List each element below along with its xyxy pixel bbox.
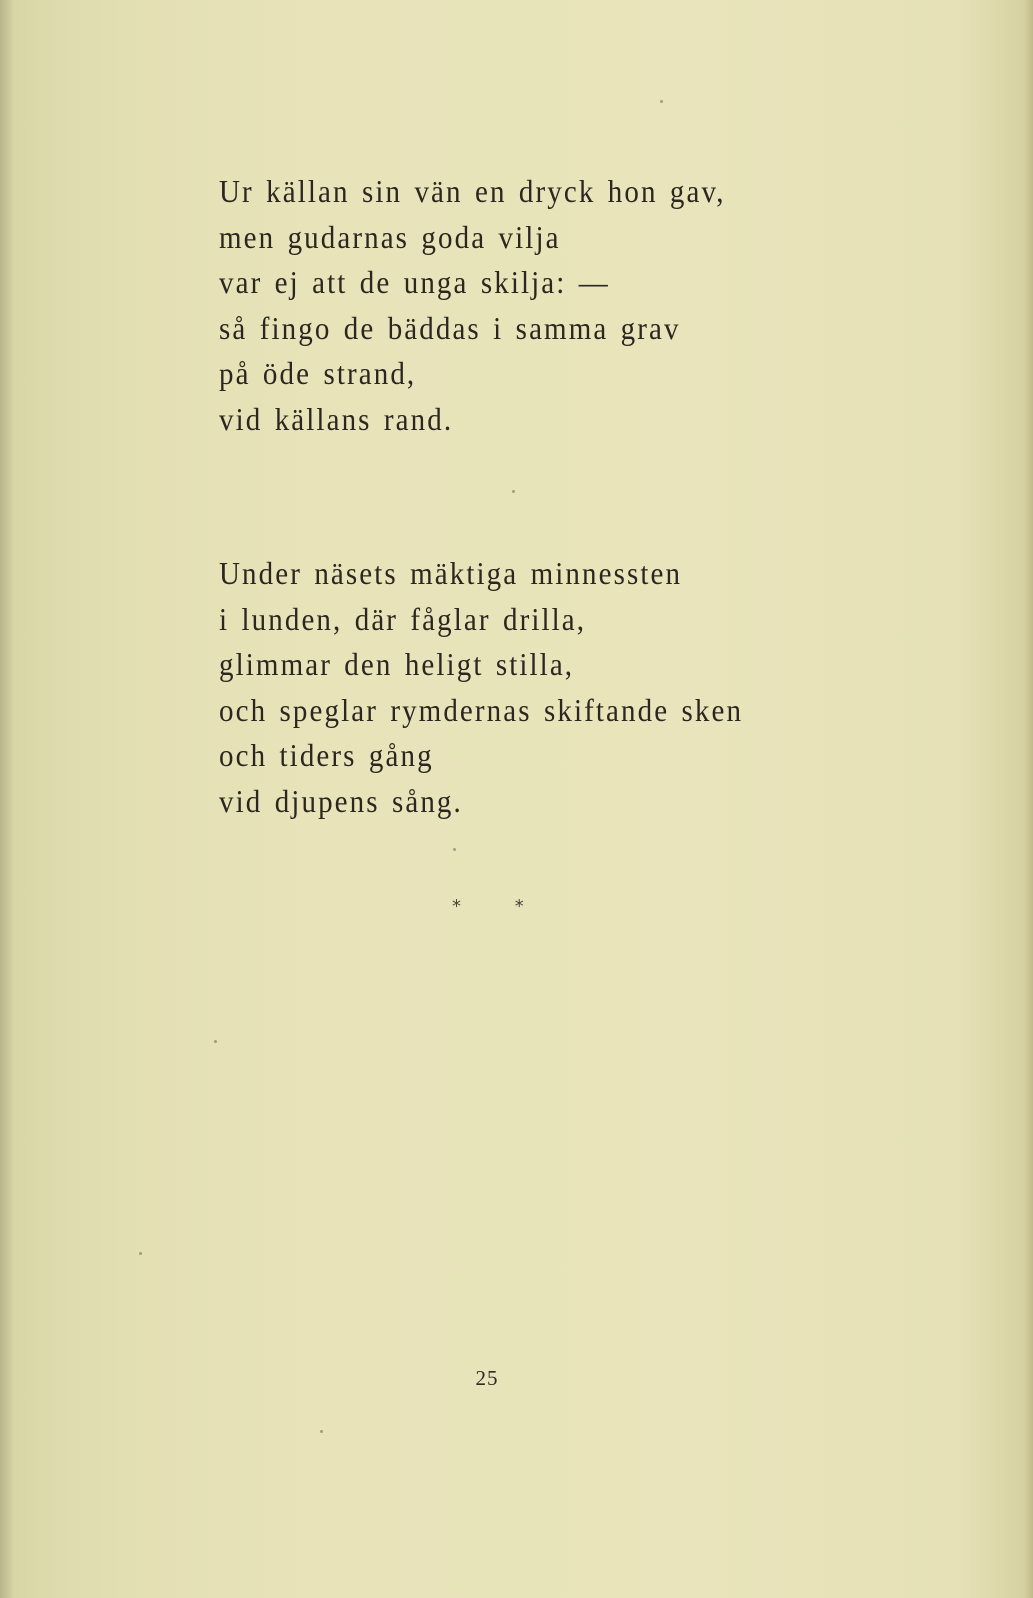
gutter-shadow — [0, 0, 14, 1598]
paper-speck — [453, 848, 456, 851]
section-divider: * * — [452, 896, 548, 917]
verse-line: Ur källan sin vän en dryck hon gav, — [219, 175, 726, 210]
verse-line: vid källans rand. — [219, 403, 454, 438]
verse-line: i lunden, där fåglar drilla, — [219, 602, 587, 638]
stanza-2 — [219, 554, 743, 828]
verse-line: glimmar den heligt stilla, — [219, 648, 575, 683]
verse-line: så fingo de bäddas i samma grav — [219, 312, 681, 347]
verse-line: på öde strand, — [219, 357, 417, 393]
paper-speck — [512, 490, 515, 493]
paper-speck — [660, 100, 663, 103]
page-number: 25 — [475, 1366, 499, 1390]
stanza-1 — [219, 172, 726, 446]
page-edge — [1023, 0, 1033, 1598]
verse-line: och speglar rymdernas skiftande sken — [219, 694, 744, 729]
verse-line: vid djupens sång. — [219, 785, 463, 820]
paper-speck — [320, 1430, 323, 1433]
verse-line: och tiders gång — [219, 739, 434, 775]
verse-line: Under näsets mäktiga minnessten — [219, 557, 683, 592]
paper-speck — [139, 1252, 142, 1255]
verse-line: var ej att de unga skilja: — — [219, 266, 610, 301]
paper-speck — [214, 1040, 217, 1043]
verse-line: men gudarnas goda vilja — [219, 220, 561, 256]
